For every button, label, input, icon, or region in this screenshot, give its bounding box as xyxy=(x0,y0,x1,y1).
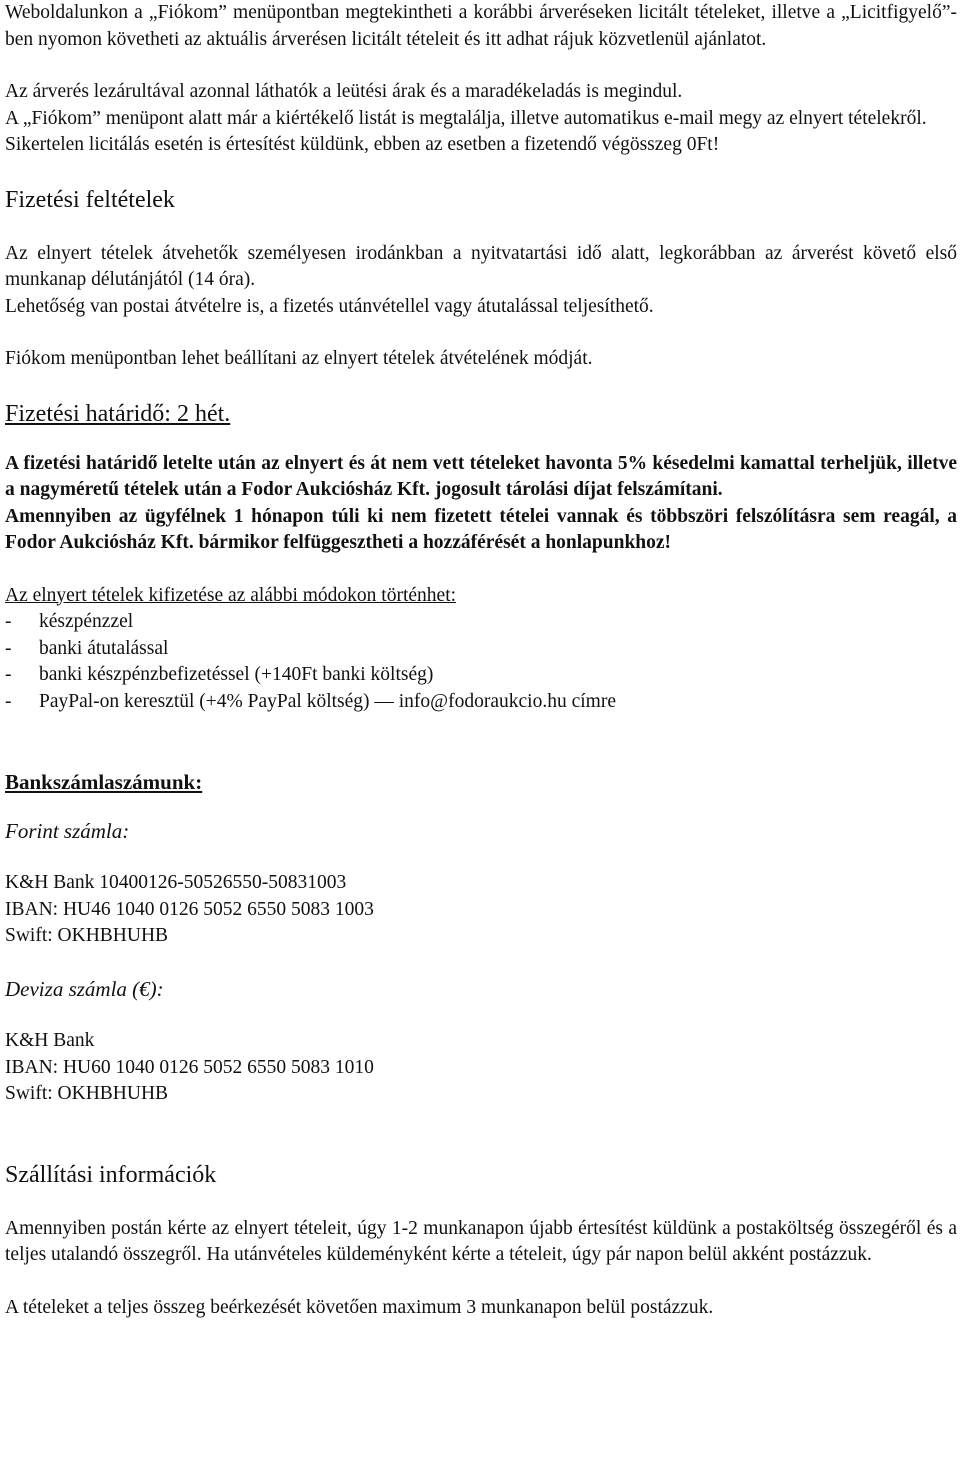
forint-account-label: Forint számla: xyxy=(5,818,130,843)
shipping-heading: Szállítási információk xyxy=(5,1161,217,1188)
list-dash: - xyxy=(5,664,12,685)
payment-methods-list xyxy=(5,609,957,715)
intro-paragraph-1: Weboldalunkon a „Fiókom” menüpontban megtekintheti a korábbi árveréseken licitált tételeket, illetve a „Licitfigyelő”-ben nyomon követheti az aktuális árverésen licitált tételeit és itt adhat rájuk közvetlenül ajánlatot. xyxy=(5,2,957,50)
list-item-text: banki átutalással xyxy=(39,637,169,659)
list-item-text: PayPal-on keresztül (+4% PayPal költség) — info@fodoraukcio.hu címre xyxy=(39,690,616,712)
payment-terms-paragraph-3: Fiókom menüpontban lehet beállítani az elnyert tételek átvételének módját. xyxy=(5,348,593,369)
deadline-paragraph-2: Amennyiben az ügyfélnek 1 hónapon túli ki nem fizetett tételei vannak és többszöri felszólításra sem reagál, a Fodor Aukciósház Kft. bármikor felfüggesztheti a hozzáférését a honlapunkhoz! xyxy=(5,505,957,553)
shipping-paragraph-2: A tételeket a teljes összeg beérkezését követően maximum 3 munkanapon belül postázzuk. xyxy=(5,1296,714,1318)
forint-iban: IBAN: HU46 1040 0126 5052 6550 5083 1003 xyxy=(5,898,374,920)
list-dash: - xyxy=(5,637,12,659)
deviza-account-label: Deviza számla (€): xyxy=(5,976,164,1001)
forint-swift: Swift: OKHBHUHB xyxy=(5,925,169,946)
deviza-iban: IBAN: HU60 1040 0126 5052 6550 5083 1010 xyxy=(5,1056,374,1078)
deadline-heading: Fizetési határidő: 2 hét. xyxy=(5,400,231,427)
list-item xyxy=(5,689,957,716)
payment-terms-heading: Fizetési feltételek xyxy=(5,186,175,213)
list-item xyxy=(5,636,957,663)
forint-bank-number: K&H Bank 10400126-50526550-50831003 xyxy=(5,872,347,893)
intro-paragraph-3-note: Sikertelen licitálás esetén is értesítést küldünk, ebben az esetben a fizetendő végösszeg 0Ft! xyxy=(5,134,720,155)
deadline-paragraph-1: A fizetési határidő letelte után az elnyert és át nem vett tételeket havonta 5% késedelmi kamattal terheljük, illetve a nagyméretű tételek után a Fodor Aukciósház Kft. jogosult tárolási díjat felszámítani. xyxy=(5,452,957,500)
deviza-bank-name: K&H Bank xyxy=(5,1030,95,1051)
list-item xyxy=(5,662,957,689)
intro-paragraph-3-text: A „Fiókom” menüpont alatt már a kiértékelő listát is megtalálja, illetve automatikus e-mail megy az elnyert tételekről. xyxy=(5,107,927,129)
shipping-paragraph-1: Amennyiben postán kérte az elnyert tételeit, úgy 1-2 munkanapon újabb értesítést küldünk a postaköltség összegéről és a teljes utalandó összegről. Ha utánvételes küldeményként kérte a tételeit, úgy pár napon belül akként postázzuk. xyxy=(5,1217,957,1265)
bank-accounts-heading: Bankszámlaszámunk: xyxy=(5,770,203,794)
document-page xyxy=(5,0,957,1321)
list-item-text: készpénzzel xyxy=(39,611,134,632)
list-dash: - xyxy=(5,611,12,632)
intro-paragraph-2: Az árverés lezárultával azonnal láthatók a leütési árak és a maradékeladás is megindul. xyxy=(5,81,683,102)
payment-terms-paragraph-2: Lehetőség van postai átvételre is, a fizetés utánvétellel vagy átutalással teljesíthető. xyxy=(5,295,654,317)
payment-terms-paragraph-1: Az elnyert tételek átvehetők személyesen irodánkban a nyitvatartási idő alatt, legkorábban az árverést követő első munkanap délutánjától (14 óra). xyxy=(5,242,957,290)
payment-methods-heading: Az elnyert tételek kifizetése az alábbi módokon történhet: xyxy=(5,584,457,606)
list-item-text: banki készpénzbefizetéssel (+140Ft banki költség) xyxy=(39,664,434,685)
list-dash: - xyxy=(5,690,12,712)
list-item xyxy=(5,609,957,636)
deviza-swift: Swift: OKHBHUHB xyxy=(5,1083,169,1104)
intro-paragraph-3 xyxy=(5,106,957,159)
